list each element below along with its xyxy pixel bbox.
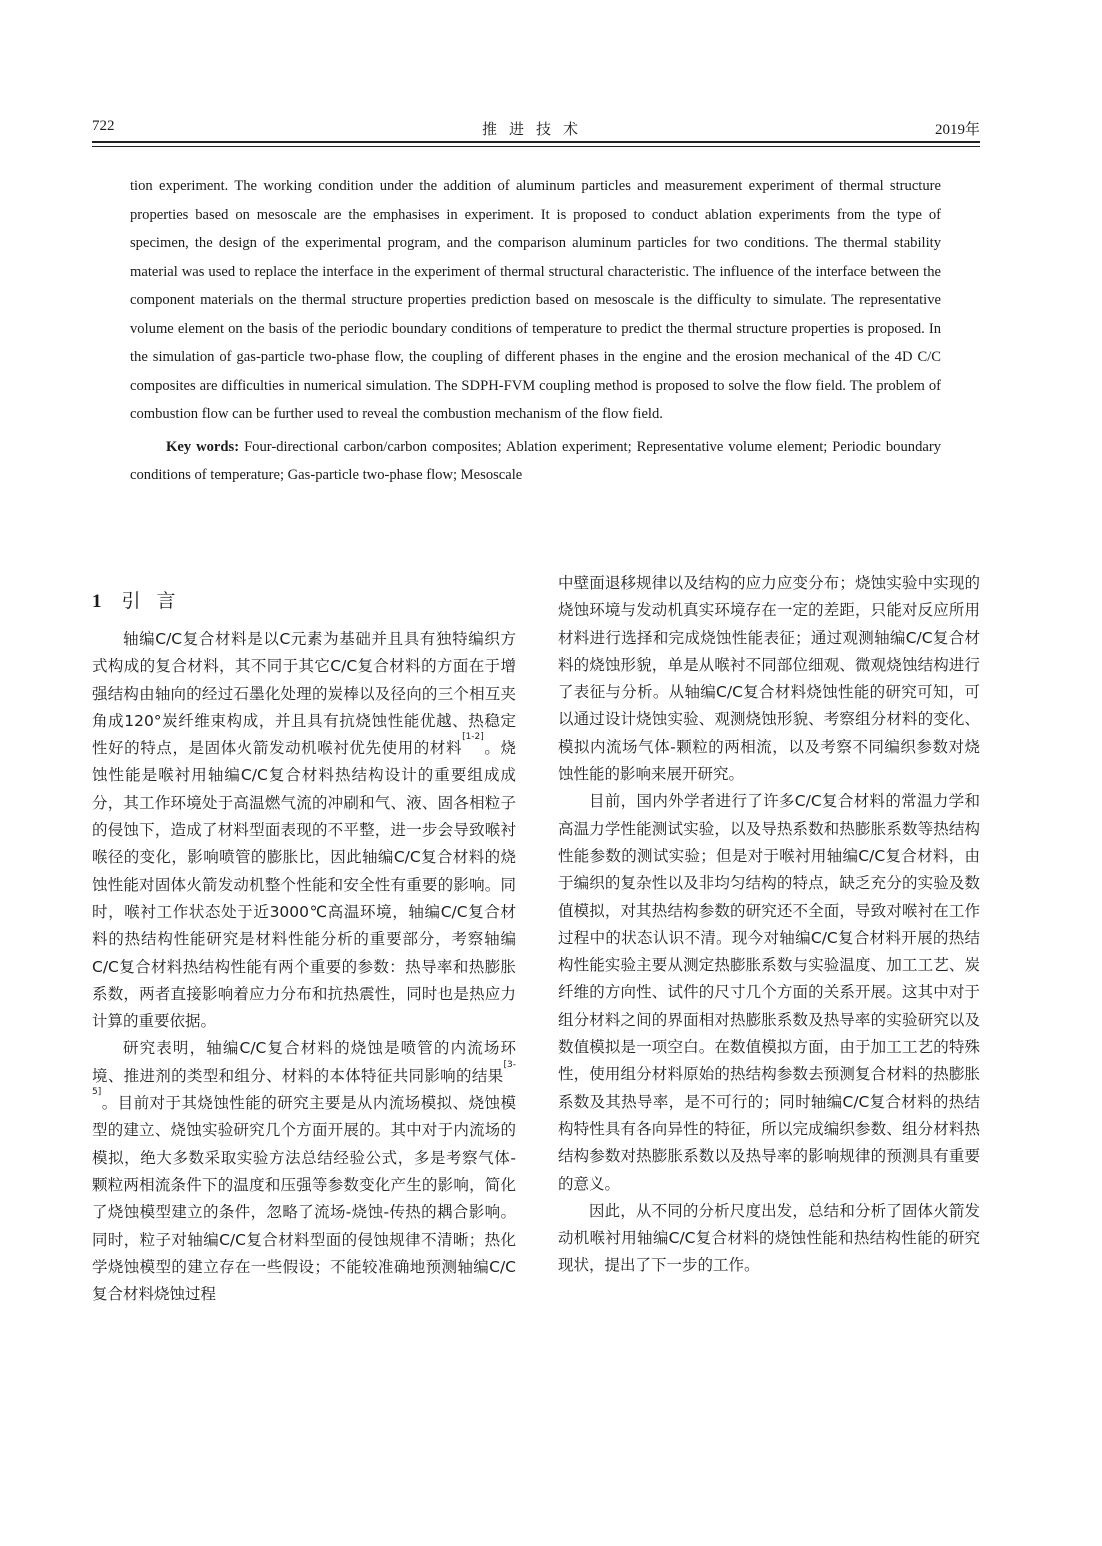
keywords-text: Four-directional carbon/carbon composites; Ablation experiment; Representative volume element; Periodic boundary conditions of temperature; Gas-particle two-phase flow; Mesoscale	[130, 438, 941, 483]
page-header	[92, 116, 980, 140]
journal-name: 推进技术	[481, 122, 590, 138]
section-number: 1	[92, 591, 104, 612]
keywords-label: Key words:	[166, 438, 240, 455]
text-run: 轴编C/C复合材料是以C元素为基础并且具有独特编织方式构成的复合材料，其不同于其它C/C复合材料的方面在于增强结构由轴向的经过石墨化处理的炭棒以及径向的三个相互夹角成120°炭纤维束构成，并且具有抗烧蚀性能优越、热稳定性好的特点，是固体火箭发动机喉衬优先使用的材料	[92, 630, 516, 758]
page-number: 722	[92, 118, 115, 134]
section-heading	[92, 586, 192, 613]
header-rule-thin	[92, 146, 980, 147]
paragraph	[92, 626, 516, 1035]
english-abstract	[130, 172, 941, 490]
header-rule-thick	[92, 141, 980, 143]
keywords	[130, 433, 941, 490]
text-run: 。目前对于其烧蚀性能的研究主要是从内流场模拟、烧蚀模型的建立、烧蚀实验研究几个方面开展的。其中对于内流场的模拟，绝大多数采取实验方法总结经验公式，多是考察气体-颗粒两相流条件下的温度和压强等参数变化产生的影响，简化了烧蚀模型建立的条件，忽略了流场-烧蚀-传热的耦合影响。同时，粒子对轴编C/C复合材料型面的侵蚀规律不清晰；热化学烧蚀模型的建立存在一些假设；不能较准确地预测轴编C/C复合材料烧蚀过程	[92, 1094, 516, 1304]
paragraph: 因此，从不同的分析尺度出发，总结和分析了固体火箭发动机喉衬用轴编C/C复合材料的烧蚀性能和热结构性能的研究现状，提出了下一步的工作。	[558, 1201, 980, 1275]
abstract-text: tion experiment. The working condition under the addition of aluminum particles and measurement experiment of thermal structure properties based on mesoscale are the emphasises in experiment. It is proposed to conduct ablation experiments from the type of specimen, the design of the experimental program, and the comparison aluminum particles for two conditions. The thermal stability material was used to replace the interface in the experiment of thermal structural characteristic. The influence of the interface between the component materials on the thermal structure properties prediction based on mesoscale is the difficulty to simulate. The representative volume element on the basis of the periodic boundary conditions of temperature to predict the thermal structure properties is proposed. In the simulation of gas-particle two-phase flow, the coupling of different phases in the engine and the erosion mechanical of the 4D C/C composites are difficulties in numerical simulation. The SDPH-FVM coupling method is proposed to solve the flow field. The problem of combustion flow can be further used to reveal the combustion mechanism of the flow field.	[130, 178, 941, 422]
paragraph	[92, 1035, 516, 1308]
paragraph: 目前，国内外学者进行了许多C/C复合材料的常温力学和高温力学性能测试实验，以及导热系数和热膨胀系数等热结构性能参数的测试实验；但是对于喉衬用轴编C/C复合材料，由于编织的复杂性以及非均匀结构的特点，缺乏充分的实验及数值模拟，对其热结构参数的研究还不全面，导致对喉衬在工作过程中的状态认识不清。现今对轴编C/C复合材料开展的热结构性能实验主要从测定热膨胀系数与实验温度、加工工艺、炭纤维的方向性、试件的尺寸几个方面的关系开展。这其中对于组分材料之间的界面相对热膨胀系数及热导率的实验研究以及数值模拟是一项空白。在数值模拟方面，由于加工工艺的特殊性，使用组分材料原始的热结构参数去预测复合材料的热膨胀系数及其热导率，是不可行的；同时轴编C/C复合材料的热结构特性具有各向异性的特征，所以完成编织参数、组分材料热结构参数对热膨胀系数以及热导率的影响规律的预测具有重要的意义。	[558, 792, 980, 1193]
paragraph: 中壁面退移规律以及结构的应力应变分布；烧蚀实验中实现的烧蚀环境与发动机真实环境存在一定的差距，只能对反应所用材料进行选择和完成烧蚀性能表征；通过观测轴编C/C复合材料的烧蚀形貌，单是从喉衬不同部位细观、微观烧蚀结构进行了表征与分析。从轴编C/C复合材料烧蚀性能的研究可知，可以通过设计烧蚀实验、观测烧蚀形貌、考察组分材料的变化、模拟内流场气体-颗粒的两相流，以及考察不同编织参数对烧蚀性能的影响来展开研究。	[558, 574, 980, 784]
right-column	[558, 570, 980, 1280]
publication-year: 2019年	[934, 122, 980, 138]
left-column	[92, 626, 516, 1308]
text-run: 。烧蚀性能是喉衬用轴编C/C复合材料热结构设计的重要组成成分，其工作环境处于高温燃气流的冲刷和气、液、固各相粒子的侵蚀下，造成了材料型面表现的不平整，进一步会导致喉衬喉径的变化，影响喷管的膨胀比，因此轴编C/C复合材料的烧蚀性能对固体火箭发动机整个性能和安全性有重要的影响。同时，喉衬工作状态处于近3000℃高温环境，轴编C/C复合材料的热结构性能研究是材料性能分析的重要部分，考察轴编C/C复合材料热结构性能有两个重要的参数：热导率和热膨胀系数，两者直接影响着应力分布和抗热震性，同时也是热应力计算的重要依据。	[92, 739, 516, 1031]
citation: [1-2]	[462, 732, 484, 743]
citation: [3-5]	[92, 1059, 516, 1098]
text-run: 研究表明，轴编C/C复合材料的烧蚀是喷管的内流场环境、推进剂的类型和组分、材料的本体特征共同影响的结果	[92, 1039, 516, 1085]
section-title: 引言	[121, 590, 192, 612]
